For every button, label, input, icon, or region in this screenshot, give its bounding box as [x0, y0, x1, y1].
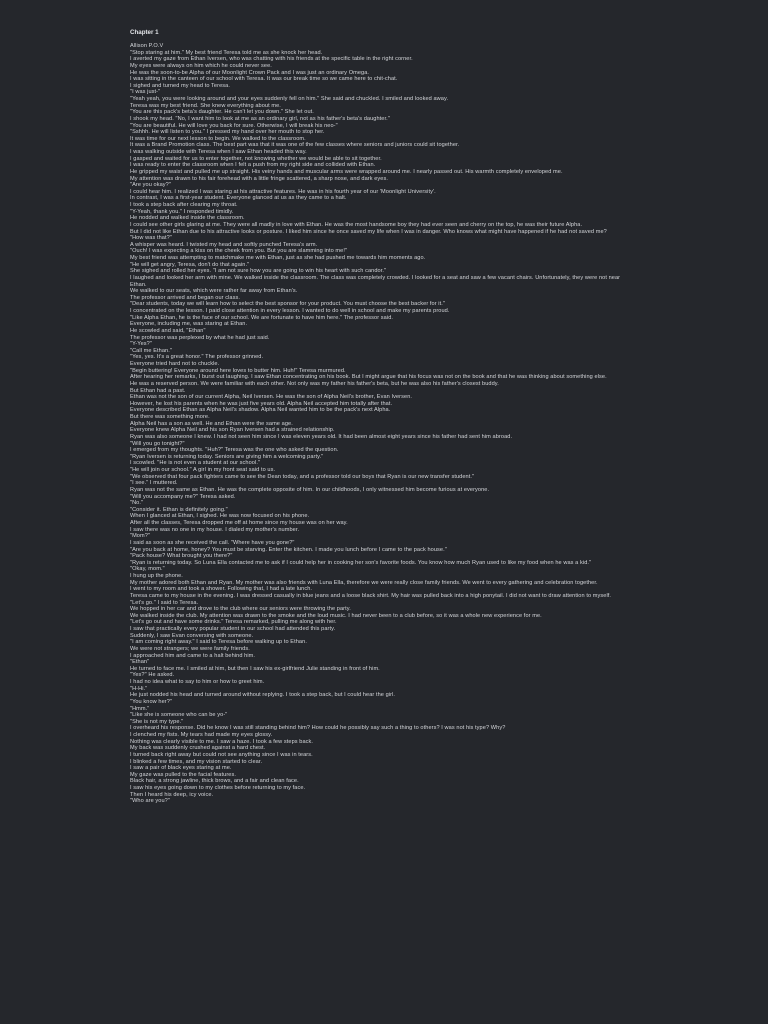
story-paragraph: Allison P.O.V	[130, 43, 164, 49]
story-paragraph: Ryan was not the same as Ethan. He was the complete opposite of him. In our childhoods, I only witnessed him become furious at everyone.	[130, 486, 490, 493]
story-paragraph: My back was suddenly crushed against a hard chest.	[130, 745, 266, 752]
story-paragraph: He was a reserved person. We were familiar with each other. Not only was my father his father's beta, but he was also his father's closest buddy.	[130, 380, 499, 387]
story-paragraph: The professor arrived and began our class.	[130, 294, 241, 301]
story-paragraph: "I was just-"	[130, 89, 161, 96]
story-paragraph: I laughed and looked her arm with mine. We walked inside the classroom. The class was completely crowded. I looked for a seat and saw a few vacant chairs. Unfortunately, they were not near Ethan.	[130, 274, 621, 288]
story-paragraph: "Dear students, today we will learn how to select the best sponsor for your product. You must choose the best backer for it."	[130, 301, 445, 308]
story-paragraph: Black hair, a strong jawline, thick brows, and a fair and clean face.	[130, 778, 299, 785]
story-paragraph: I approached him and came to a halt behind him.	[130, 652, 256, 659]
story-paragraph: "Ryan Iversen is returning today. Seniors are giving him a welcoming party."	[130, 453, 324, 460]
story-paragraph: I blinked a few times, and my vision started to clear.	[130, 758, 263, 765]
story-paragraph: It was a Brand Promotion class. The best part was that it was one of the few classes where seniors and juniors could sit together.	[130, 142, 460, 149]
story-paragraph: "Hmm."	[130, 705, 150, 712]
chapter-title: Chapter 1	[130, 29, 159, 36]
story-paragraph: "Who are you?"	[130, 798, 170, 805]
story-paragraph: I could hear him. I realized I was staring at his attractive features. He was in his fourth year of our 'Moonlight University'.	[130, 188, 436, 195]
story-paragraph: "Call me Ethan."	[130, 347, 172, 354]
story-paragraph: My best friend was attempting to matchmake me with Ethan, just as she had pushed me towards him moments ago.	[130, 255, 426, 261]
story-paragraph: He was the soon-to-be Alpha of our Moonlight Crown Pack and I was just an ordinary Omega.	[130, 69, 370, 76]
story-paragraph: We were not strangers; we were family friends.	[130, 645, 250, 652]
story-paragraph: "Will you accompany me?" Teresa asked.	[130, 493, 236, 500]
story-paragraph: "Let's go out and have some drinks." Teresa remarked, pulling me along with her.	[130, 619, 337, 626]
story-paragraph: "I see." I muttered.	[130, 480, 178, 487]
story-paragraph: "Are you back at home, honey? You must be starving. Enter the kitchen. I made you lunch before I came to the pack house."	[130, 546, 447, 553]
story-paragraph: I hung up the phone.	[130, 573, 183, 579]
story-paragraph: My mother adored both Ethan and Ryan. My mother was also friends with Luna Ella, therefore we were really close family friends. We went to every gathering and celebration together.	[130, 579, 598, 586]
story-paragraph: We hopped in her car and drove to the club where our seniors were throwing the party.	[130, 606, 351, 613]
story-paragraph: Teresa came to my house in the evening. I was dressed casually in blue jeans and a loose black shirt. My hair was pulled back into a high ponytail. I did not want to draw attention to myself.	[130, 592, 612, 599]
story-paragraph: I turned back right away but could not see anything since I was in tears.	[130, 751, 313, 758]
story-paragraph: Everyone tried hard not to chuckle.	[130, 361, 220, 367]
story-paragraph: I emerged from my thoughts. "Huh?" Teresa was the one who asked the question.	[130, 447, 339, 454]
story-paragraph: "Consider it. Ethan is definitely going."	[130, 506, 228, 513]
story-paragraph: Everyone, including me, was staring at Ethan.	[130, 321, 248, 328]
story-paragraph: A whisper was heard. I twisted my head and softly punched Teresa's arm.	[130, 241, 318, 248]
story-paragraph: I averted my gaze from Ethan Iversen, who was chatting with his friends at the specific table in the right corner.	[130, 56, 413, 63]
story-paragraph: "Are you okay?"	[130, 182, 171, 189]
story-paragraph: Ryan was also someone I knew. I had not seen him since I was eleven years old. It had been almost eight years since his father had sent him abroad.	[130, 433, 513, 440]
story-paragraph: "Sshhh. He will listen to you." I pressed my hand over her mouth to stop her.	[130, 129, 325, 136]
story-paragraph: "Like Alpha Ethan, he is the face of our school. We are fortunate to have him here." The professor said.	[130, 314, 394, 321]
story-paragraph: "Ethan"	[130, 659, 150, 666]
story-paragraph: I saw a pair of black eyes staring at me.	[130, 765, 232, 772]
story-paragraph: "Stop staring at him." My best friend Teresa told me as she knock her head.	[130, 49, 323, 56]
story-paragraph: My attention was drawn to his fair forehead with a little fringe scattered, a sharp nose, and dark eyes.	[130, 175, 388, 182]
story-paragraph: "Pack house? What brought you there?"	[130, 553, 233, 560]
story-paragraph: However, he lost his parents when he was just five years old. Alpha Neil accepted him totally after that.	[130, 400, 393, 407]
story-paragraph: "Yes?" He asked.	[130, 672, 175, 679]
story-paragraph: She sighed and rolled her eyes. "I am not sure how you are going to win his heart with such candor."	[130, 268, 387, 275]
story-paragraph: Suddenly, I saw Evan conversing with someone.	[130, 632, 254, 639]
story-paragraph: "No."	[130, 500, 144, 507]
story-paragraph: "We observed that four pack fighters came to see the Dean today, and a professor told our boys that Ryan is our new transfer student."	[130, 473, 475, 480]
story-paragraph: After all the classes, Teresa dropped me off at home since my house was on her way.	[130, 520, 348, 526]
story-paragraph: "You know her?"	[130, 698, 172, 705]
story-paragraph: But Ethan had a past.	[130, 387, 186, 394]
story-paragraph: Alpha Neil has a son as well. He and Ethan were the same age.	[130, 420, 293, 427]
story-paragraph: I concentrated on the lesson. I paid close attention in every lesson. I wanted to do well in school and make my parents proud.	[130, 308, 450, 314]
story-paragraph: "Like she is someone who can be yo-"	[130, 712, 228, 719]
story-paragraph: "He will join our school." A girl in my front seat said to us.	[130, 467, 276, 473]
story-paragraph: I saw that practically every popular student in our school had attended this party.	[130, 626, 336, 632]
story-paragraph: He nodded and walked inside the classroom.	[130, 215, 245, 222]
story-paragraph: My gaze was pulled to the facial features.	[130, 771, 236, 778]
chapter-body	[130, 43, 638, 805]
story-paragraph: He turned to face me. I smiled at him, but then I saw his ex-girlfriend Julie standing in front of him.	[130, 665, 380, 672]
story-paragraph: Teresa was my best friend. She knew everything about me.	[130, 102, 281, 109]
story-paragraph: I was walking outside with Teresa when I saw Ethan headed this way.	[130, 149, 307, 155]
story-paragraph: "Yes, yes. It's a great honor." The professor grinned.	[130, 354, 264, 361]
story-paragraph: "She is not my type."	[130, 718, 184, 725]
story-paragraph: "Yeah yeah, you were looking around and your eyes suddenly fell on him." She said and chuckled. I smiled and looked away.	[130, 96, 449, 102]
story-paragraph: "Okay, mom."	[130, 566, 165, 573]
story-paragraph: "He will get angry, Teresa, don't do that again."	[130, 261, 250, 268]
story-paragraph: "Y-Yes?"	[130, 341, 152, 348]
story-paragraph: When I glanced at Ethan, I sighed. He was now focused on his phone.	[130, 513, 310, 520]
story-paragraph: In contrast, I was a first-year student. Everyone glanced at us as they came to a halt.	[130, 195, 347, 202]
story-paragraph: "I am coming right away." I said to Teresa before walking up to Ethan.	[130, 639, 307, 646]
story-paragraph: But there was something more.	[130, 414, 210, 420]
story-paragraph: "Will you go tonight?"	[130, 440, 185, 447]
story-paragraph: Everyone knew Alpha Neil and his son Ryan Iversen had a strained relationship.	[130, 427, 335, 434]
story-paragraph: He gripped my waist and pulled me up straight. His veiny hands and muscular arms were wrapped around me. I nearly passed out. His warmth completely enveloped me.	[130, 168, 563, 175]
story-paragraph: He just nodded his head and turned around without replying. I took a step back, but I could hear the girl.	[130, 692, 396, 699]
story-paragraph: I could see other girls glaring at me. They were all madly in love with Ethan. He was the most handsome boy they had ever seen and cherry on the top, he was their future Alpha.	[130, 221, 583, 228]
story-paragraph: Everyone described Ethan as Alpha Neil's shadow. Alpha Neil wanted him to be the pack's next Alpha.	[130, 407, 391, 414]
story-paragraph: "Ouch! I was expecting a kiss on the cheek from you. But you are slamming into me!"	[130, 248, 348, 255]
story-paragraph: I clenched my fists. My tears had made my eyes glossy.	[130, 732, 273, 738]
story-paragraph: "Let's go." I said to Teresa.	[130, 599, 199, 606]
story-paragraph: My eyes were always on him which he could never see.	[130, 62, 272, 69]
story-paragraph: I scowled. "He is not even a student at our school."	[130, 460, 261, 467]
story-paragraph: Nothing was clearly visible to me. I saw a haze. I took a few steps back.	[130, 738, 314, 745]
story-paragraph: We walked to our seats, which were rather far away from Ethan's.	[130, 288, 298, 295]
story-paragraph: I was ready to enter the classroom when I felt a push from my right side and collided with Ethan.	[130, 162, 376, 169]
story-paragraph: I shook my head. "No, I want him to look at me as an ordinary girl, not as his father's beta's daughter."	[130, 115, 390, 122]
story-paragraph: But I did not like Ethan due to his attractive looks or posture. I liked him since he once saved my life when I was in danger. Who knows what might have happened if he had not saved me?	[130, 228, 607, 235]
story-paragraph: I took a step back after clearing my throat.	[130, 202, 238, 208]
story-paragraph: We walked inside the club. My attention was drawn to the smoke and the loud music. I had never been to a club before, so it was a whole new experience for me.	[130, 612, 542, 619]
story-paragraph: I gasped and waited for us to enter together, not knowing whether we would be able to sit together.	[130, 155, 382, 162]
story-paragraph: He scowled and said, "Ethan"	[130, 327, 206, 334]
story-paragraph: "Mom?"	[130, 533, 150, 540]
story-paragraph: "Y-Yeah, thank you." I responded timidly.	[130, 208, 234, 215]
story-paragraph: "Ryan is returning today. So Luna Ella contacted me to ask if I could help her in cooking her son's favorite foods. You know how much Ryan used to like my food when he was a kid."	[130, 559, 592, 566]
story-paragraph: I saw his eyes going down to my clothes before returning to my face.	[130, 785, 306, 791]
story-paragraph: I had no idea what to say to him or how to greet him.	[130, 679, 265, 685]
story-paragraph: It was time for our next lesson to begin. We walked to the classroom.	[130, 135, 306, 142]
story-paragraph: I sighed and turned my head to Teresa.	[130, 82, 230, 89]
story-paragraph: "You are this pack's beta's daughter. He can't let you down." She let out.	[130, 109, 314, 116]
story-paragraph: The professor was perplexed by what he had just said.	[130, 334, 270, 341]
story-paragraph: "Begin buttering! Everyone around here loves to butter him. Huh!" Teresa murmured.	[130, 367, 346, 374]
story-paragraph: "H-Hi."	[130, 685, 148, 692]
story-paragraph: Then I heard his deep, icy voice.	[130, 791, 214, 798]
story-paragraph: I said as soon as she received the call. "Where have you gone?"	[130, 539, 295, 546]
story-paragraph: "How was that?"	[130, 235, 172, 242]
story-paragraph: I went to my room and took a shower. Following that, I had a late lunch.	[130, 586, 313, 593]
story-paragraph: I saw there was no one in my house. I dialed my mother's number.	[130, 526, 300, 533]
story-paragraph: "You are beautiful. He will love you back for sure. Otherwise, I will break his neo-"	[130, 122, 338, 129]
story-paragraph: I overheard his response. Did he know I was still standing behind him? How could he possibly say such a thing to others? I was not his type? Why?	[130, 725, 506, 732]
story-paragraph: I was sitting in the canteen of our school with Teresa. It was our break time so we came here to chit-chat.	[130, 76, 398, 83]
story-paragraph: After hearing her remarks, I burst out laughing. I saw Ethan concentrating on his book. But I might argue that his focus was not on the book and that he was thinking about something else.	[130, 374, 607, 381]
story-paragraph: Ethan was not the son of our current Alpha, Neil Iversen. He was the son of Alpha Neil's brother, Evan Iversen.	[130, 394, 413, 401]
